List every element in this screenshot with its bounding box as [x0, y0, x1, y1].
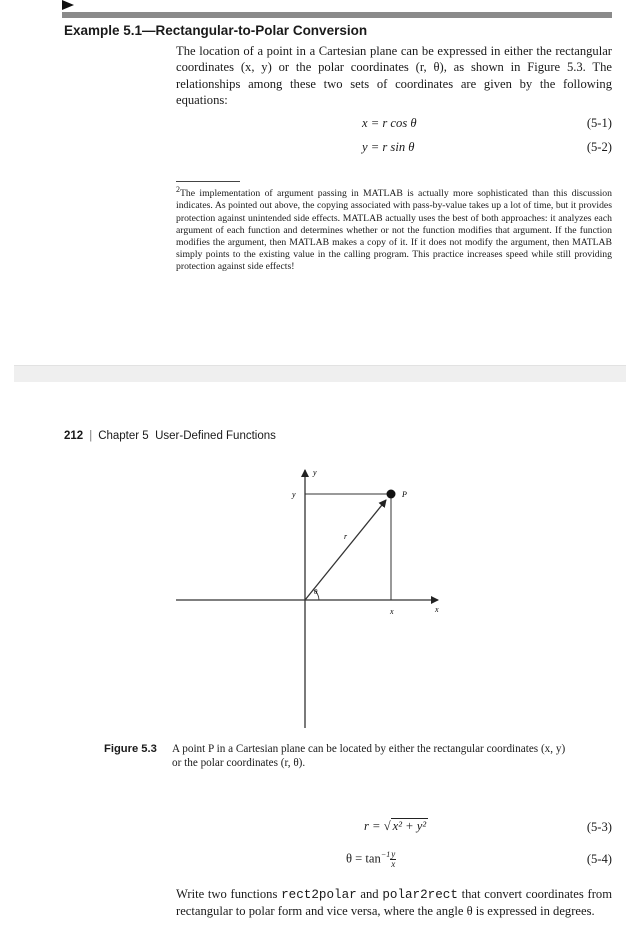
- equation-number: (5-3): [586, 820, 612, 834]
- equation-text: x = r cos θ: [362, 116, 417, 130]
- sqrt-icon: √: [383, 819, 391, 833]
- point-p: [387, 490, 396, 499]
- footnote-rule: [176, 181, 240, 182]
- footnote-marker: 2: [176, 185, 180, 194]
- x-axis-label: x: [435, 605, 439, 614]
- equation-number: (5-2): [586, 140, 612, 154]
- closing-text-pre: Write two functions: [176, 887, 282, 901]
- equation-lhs: r =: [364, 819, 384, 833]
- point-label: P: [402, 490, 407, 499]
- function-name-rect2polar: rect2polar: [281, 888, 357, 902]
- radius-label: r: [344, 532, 348, 541]
- chapter-label: Chapter 5: [98, 430, 149, 442]
- figure-caption: [104, 743, 612, 770]
- fraction-denominator: x: [391, 859, 396, 869]
- running-head-separator: |: [89, 430, 93, 442]
- equation-superscript: −1: [380, 850, 391, 860]
- equation-5-1: [176, 116, 612, 134]
- header-rule: [62, 12, 612, 18]
- radicand: x² + y²: [392, 819, 427, 833]
- page-divider: [14, 365, 626, 382]
- y-axis-label: y: [313, 468, 317, 477]
- equation-number: (5-4): [586, 852, 612, 866]
- play-arrow-icon: [62, 0, 74, 10]
- equation-5-4: [176, 847, 612, 869]
- x-value-label: x: [390, 607, 394, 616]
- closing-text-mid: and: [356, 887, 383, 901]
- fraction-numerator: y: [391, 849, 396, 859]
- closing-text-post: that convert coordinates from rectangular to polar form and vice versa, where the angle θ is expressed in degrees.: [176, 887, 612, 919]
- figure-caption-line1: A point P in a Cartesian plane can be located by either the rectangular coordinates (x, y): [172, 743, 566, 755]
- figure-caption-label: Figure 5.3: [104, 743, 157, 755]
- equation-lhs: θ = tan: [346, 851, 381, 866]
- intro-paragraph: The location of a point in a Cartesian plane can be expressed in either the rectangular coordinates (x, y) or the polar coordinates (r, θ), as shown in Figure 5.3. The relationships among these two sets of coordinates are given by the following equations:: [176, 44, 612, 107]
- equation-body: [364, 819, 428, 834]
- example-title: Example 5.1—Rectangular-to-Polar Conversion: [64, 23, 368, 38]
- y-value-label: y: [292, 490, 296, 499]
- radius-vector: [305, 500, 386, 600]
- closing-paragraph: [176, 886, 612, 920]
- figure-caption-line2: or the polar coordinates (r, θ).: [172, 756, 306, 769]
- running-head: [64, 430, 276, 442]
- fraction: [390, 850, 396, 869]
- equation-text: y = r sin θ: [362, 140, 415, 154]
- equation-body: [346, 850, 396, 869]
- equation-number: (5-1): [586, 116, 612, 130]
- figure-5-3-diagram: [176, 466, 446, 728]
- footnote-text: The implementation of argument passing in MATLAB is actually more sophisticated than this discussion indicates. As pointed out above, the copying associated with pass-by-value takes up a lot of time, but it provides protection against unintended side effects. MATLAB actually uses the best of both approaches: it analyzes each argument of each function and determines whether or not the function modifies that argument. If the function modifies the argument, then MATLAB makes a copy of it. If it does not modify the argument, then MATLAB simply points to the existing value in the calling program. This practice increases speed while still providing protection against side effects!: [176, 188, 612, 273]
- page-number: 212: [64, 430, 84, 442]
- function-name-polar2rect: polar2rect: [382, 888, 458, 902]
- equation-5-3: [176, 818, 612, 838]
- footnote: [176, 184, 612, 274]
- equation-5-2: [176, 140, 612, 158]
- chapter-title: User-Defined Functions: [155, 430, 276, 442]
- angle-label: θ: [314, 588, 318, 596]
